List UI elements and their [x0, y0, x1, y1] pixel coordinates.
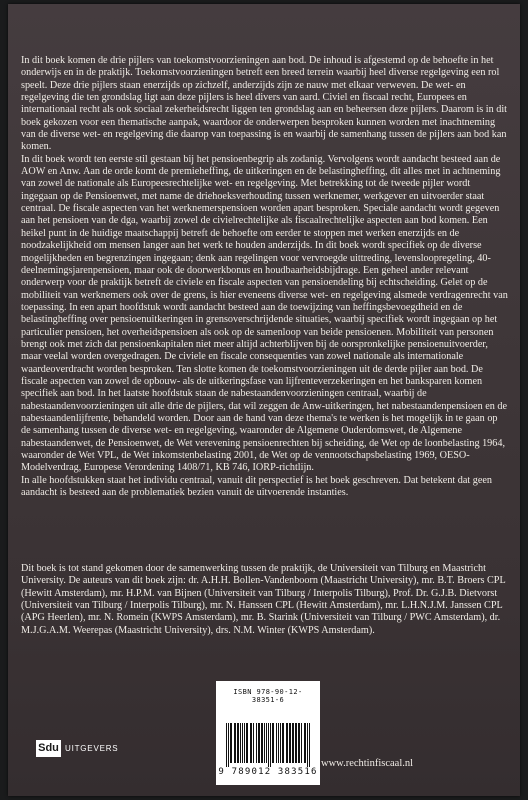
barcode-bar [246, 723, 248, 763]
barcode-bar [228, 723, 229, 767]
description-paragraph-2: In dit boek wordt ten eerste stil gestaan bij het pensioenbegrip als zodanig. Vervolgens wordt aandacht besteed aan de AOW en Anw. Aan de orde komt de premieheffing, de uitkeringen en de belastingheffing, dit alles met in achtneming van zowel de nationale als Europeesrechtelijke wet- en regelgeving. Met betrekking tot de tweede pijler wordt ingegaan op de Pensioenwet, met name de driehoeksverhouding tussen werknemer, werkgever en uitvoerder staat centraal. De fiscale aspecten van het werknemerspensioen worden apart besproken. Speciale aandacht wordt gegeven aan het pensioen van de dga, waarbij zowel de civielrechtelijke als fiscaalrechtelijke aspecten aan bod komen. Een heikel punt in de huidige maatschappij betreft de behoefte om eerder te stoppen met werken enerzijds en de noodzakelijkheid om mensen langer aan het werk te houden anderzijds. In dit boek wordt specifiek op de diverse mogelijkheden en begrenzingen ingegaan; denk aan regelingen voor vervroegde uittreding, levensloopregeling, 40-deelnemingsjarenpensioen, maar ook de doorwerkbonus en houdbaarheidsbijdrage. Een geheel ander relevant onderwerp voor de praktijk betreft de civiele en fiscale aspecten van pensioendeling bij echtscheiding. Gelet op de mobiliteit van werknemers ook over de grens, is hier eveneens diverse wet- en regelgeving alsmede verdragenrecht van toepassing. In een apart hoofdstuk wordt aandacht besteed aan de toewijzing van heffingsbevoegdheid en de belastingheffing over pensioenuitkeringen in grensoverschrijdende situaties, waarbij specifiek wordt ingegaan op het particulier pensioen, het overheidspensioen als ook op de samenloop van beide pensioenen. Mobiliteit van personen brengt ook met zich dat pensioenkapitalen niet meer altijd achterblijven bij de oorspronkelijke pensioenuitvoerder, maar veelal worden overgedragen. De civiele en fiscale consequenties van zowel nationale als internationale waardeoverdracht worden besproken. Ten slotte komen de toekomstvoorzieningen uit de derde pijler aan bod. De fiscale aspecten van zowel de opbouw- als de uitkeringsfase van lijfrenteverzekeringen en het banksparen komen specifiek aan bod. In het laatste hoofdstuk staan de nabestaandenvoorzieningen centraal, waarbij de nabestaandenvoorzieningen uit alle drie de pijlers, dat wil zeggen de Anw-uitkeringen, het nabestaandenpensioen en de nabestaandenlijfrente, behandeld worden. Door aan de hand van deze thema's te werken is het mogelijk in te gaan op de samenhang tussen de diverse wet- en regelgeving, waaronder de Algemene Ouderdomswet, de Algemene nabestaandenwet, de Pensioenwet, de Wet verevening pensioenrechten bij scheiding, de Wet op de loonbelasting 1964, waaronder de Wet VPL, de Wet inkomstenbelasting 2001, de Wet op de vennootschapsbelasting 1969, OESO-Modelverdrag, Europese Verordening 1408/71, KB 746, IORP-richtlijn. [21, 153, 508, 474]
barcode-bar [301, 723, 302, 763]
barcode-bar [298, 723, 300, 763]
publisher-logo-text: UITGEVERS [65, 744, 119, 753]
barcode-bar [295, 723, 297, 763]
barcode-bar [237, 723, 239, 763]
barcode-bar [250, 723, 252, 763]
barcode-bar [258, 723, 260, 763]
publisher-logo [36, 740, 118, 757]
barcode-bar [266, 723, 267, 763]
barcode-bar [289, 723, 291, 763]
barcode-bar [234, 723, 236, 763]
book-back-cover [8, 4, 520, 796]
publisher-logo-mark: Sdu [36, 740, 61, 757]
isbn-label: ISBN 978-90-12-38351-6 [233, 688, 303, 704]
barcode-bar [276, 723, 277, 763]
barcode-bar [304, 723, 306, 763]
barcode-bar [264, 723, 265, 763]
barcode-bar [292, 723, 294, 763]
barcode-bar [226, 723, 227, 767]
barcode-bar [261, 723, 263, 763]
barcode-bar [270, 723, 271, 767]
barcode-bar [282, 723, 284, 763]
barcode-bar [242, 723, 243, 763]
barcode-graphic [224, 723, 312, 767]
website-url: www.rechtinfiscaal.nl [321, 758, 414, 769]
barcode-bar [307, 723, 308, 767]
barcode-bar [256, 723, 257, 763]
barcode-digits: 9 789012 383516 [218, 767, 318, 777]
description-paragraph-1: In dit boek komen de drie pijlers van toekomstvoorzieningen aan bod. De inhoud is afgestemd op de behoefte in het onderwijs en in de praktijk. Toekomstvoorzieningen betreft een breed terrein waarbij heel diverse regelgeving een rol speelt. Deze drie pijlers staan enerzijds op zichzelf, anderzijds zijn ze nauw met elkaar verweven. De wet- en regelgeving die ten grondslag ligt aan deze pijlers is heel divers van aard. Civiel en fiscaal recht, Europees en internationaal recht als ook sociaal zekerheidsrecht liggen ten grondslag aan en beheersen deze pijlers. Daarom is in dit boek gekozen voor een thematische aanpak, waardoor de onderwerpen besproken kunnen worden met inachtneming van de diverse wet- en regelgeving die daarop van toepassing is en waarbij de samenhang tussen de pijlers aan bod kan komen. [21, 55, 507, 153]
description-paragraph-3: In alle hoofdstukken staat het individu centraal, vanuit dit perspectief is het boek geschreven. Dat betekent dat geen aandacht is besteed aan de problematiek bezien vanuit de uitvoerende instanties. [21, 474, 493, 499]
barcode-bar [280, 723, 281, 763]
isbn-barcode-block [216, 681, 320, 785]
barcode-bar [268, 723, 269, 767]
authors-credits: Dit boek is tot stand gekomen door de samenwerking tussen de praktijk, de Universiteit van Tilburg en Maastricht University. De auteurs van dit boek zijn: dr. A.H.H. Bollen-Vandenboorn (Maastricht University), mr. B.T. Broers CPL (Hewitt Amsterdam), mr. H.P.M. van Bijnen (Universiteit van Tilburg / Interpolis Tilburg), Prof. Dr. G.J.B. Dietvorst (Universiteit van Tilburg / Interpolis Tilburg), mr. N. Hanssen CPL (Hewitt Amsterdam), mr. L.H.N.J.M. Janssen CPL (APG Heerlen), mr. N. Romein (KWPS Amsterdam), mr. B. Starink (Universiteit van Tilburg / PWC Amsterdam), dr. M.J.G.A.M. Weerepas (Maastricht University), drs. N.M. Winter (KWPS Amsterdam). [21, 563, 506, 636]
barcode-bar [253, 723, 254, 763]
barcode-bar [278, 723, 279, 763]
barcode-bar [272, 723, 274, 763]
back-cover-description [21, 55, 509, 499]
barcode-bar [240, 723, 241, 763]
barcode-bar [244, 723, 245, 763]
barcode-bar [230, 723, 232, 763]
barcode-bar [286, 723, 288, 763]
barcode-bar [309, 723, 310, 767]
